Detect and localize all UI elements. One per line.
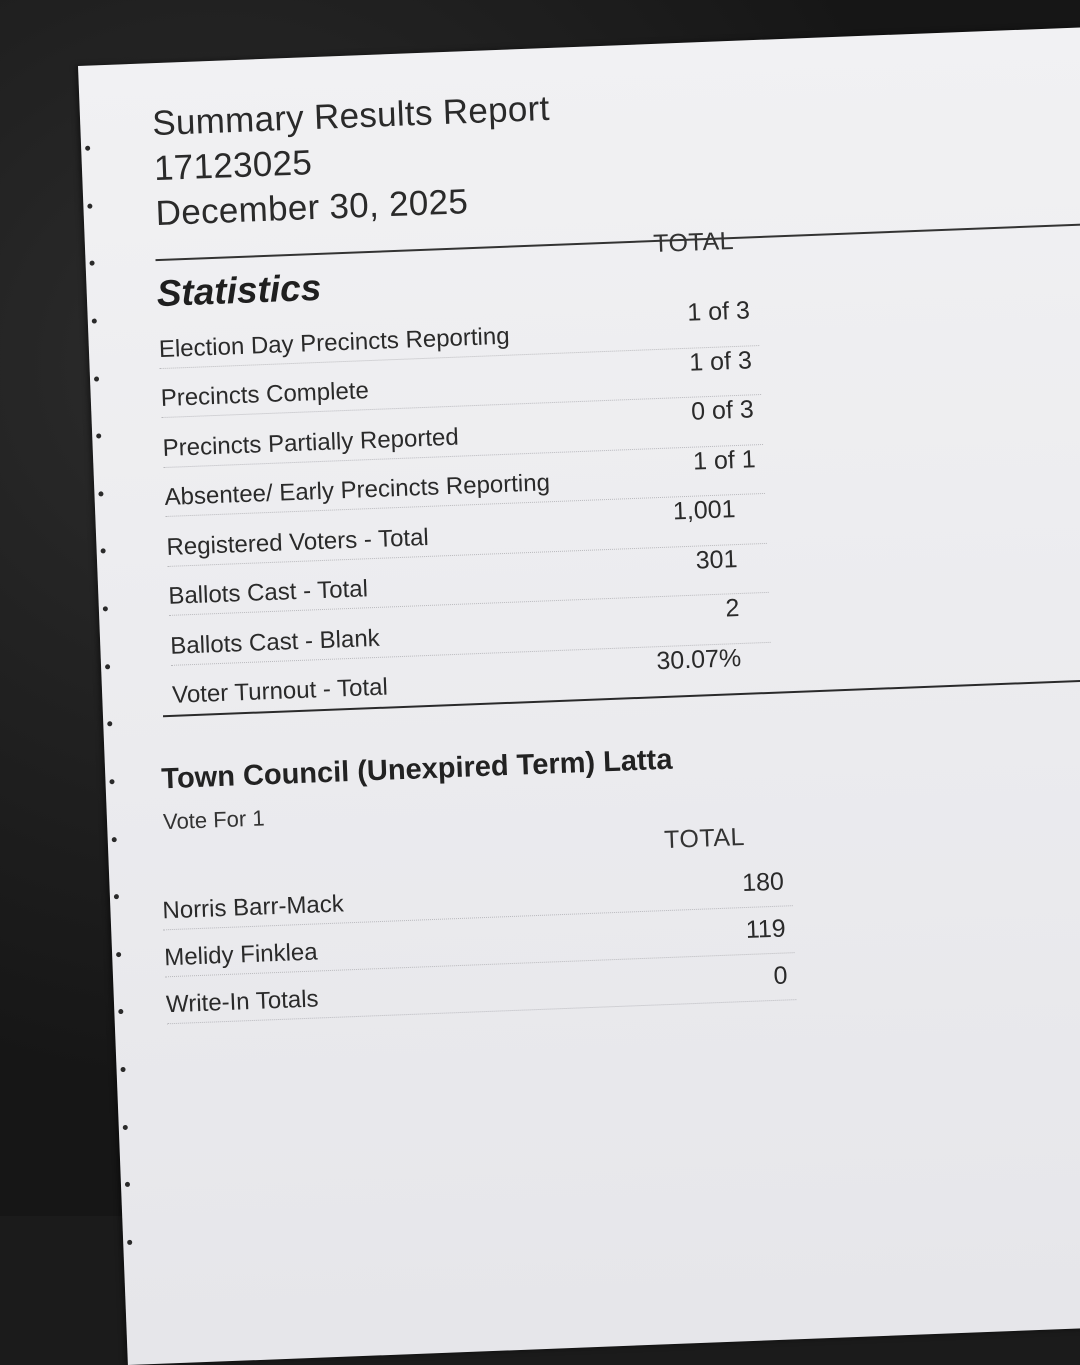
results-printout bbox=[78, 22, 1080, 1365]
row-value: 1 of 3 bbox=[686, 296, 751, 327]
contest-results-table bbox=[161, 859, 796, 1024]
row-label: Absentee/ Early Precincts Reporting bbox=[164, 469, 551, 511]
candidate-name: Melidy Finklea bbox=[163, 938, 319, 972]
vote-for-label: Vote For 1 bbox=[162, 805, 265, 835]
candidate-name: Norris Barr-Mack bbox=[161, 890, 345, 925]
row-value: 1,001 bbox=[672, 495, 737, 526]
report-id: 17123025 bbox=[153, 143, 313, 189]
row-label: Voter Turnout - Total bbox=[171, 673, 389, 709]
row-value: 1 of 3 bbox=[688, 345, 753, 377]
contest-title: Town Council (Unexpired Term) Latta bbox=[160, 743, 673, 796]
statistics-total-header: TOTAL bbox=[652, 226, 735, 259]
candidate-votes: 180 bbox=[741, 867, 785, 898]
row-value: 0 of 3 bbox=[690, 395, 755, 426]
report-header bbox=[151, 86, 553, 236]
row-label: Registered Voters - Total bbox=[166, 523, 430, 561]
candidate-votes: 0 bbox=[773, 961, 788, 990]
row-value: 30.07% bbox=[655, 643, 742, 675]
row-value: 1 of 1 bbox=[692, 444, 757, 476]
row-label: Precincts Partially Reported bbox=[162, 423, 460, 462]
candidate-name: Write-In Totals bbox=[165, 985, 320, 1019]
row-label: Precincts Complete bbox=[160, 377, 370, 413]
row-label: Election Day Precincts Reporting bbox=[158, 322, 511, 363]
row-label: Ballots Cast - Total bbox=[167, 575, 369, 610]
contest-total-header: TOTAL bbox=[663, 822, 746, 855]
statistics-heading: Statistics bbox=[156, 266, 322, 315]
report-title: Summary Results Report bbox=[151, 88, 551, 144]
row-label: Ballots Cast - Blank bbox=[169, 624, 381, 660]
row-value: 2 bbox=[724, 594, 740, 623]
statistics-table bbox=[158, 296, 773, 714]
report-date: December 30, 2025 bbox=[154, 182, 469, 234]
candidate-votes: 119 bbox=[745, 914, 787, 944]
row-value: 301 bbox=[695, 544, 738, 575]
